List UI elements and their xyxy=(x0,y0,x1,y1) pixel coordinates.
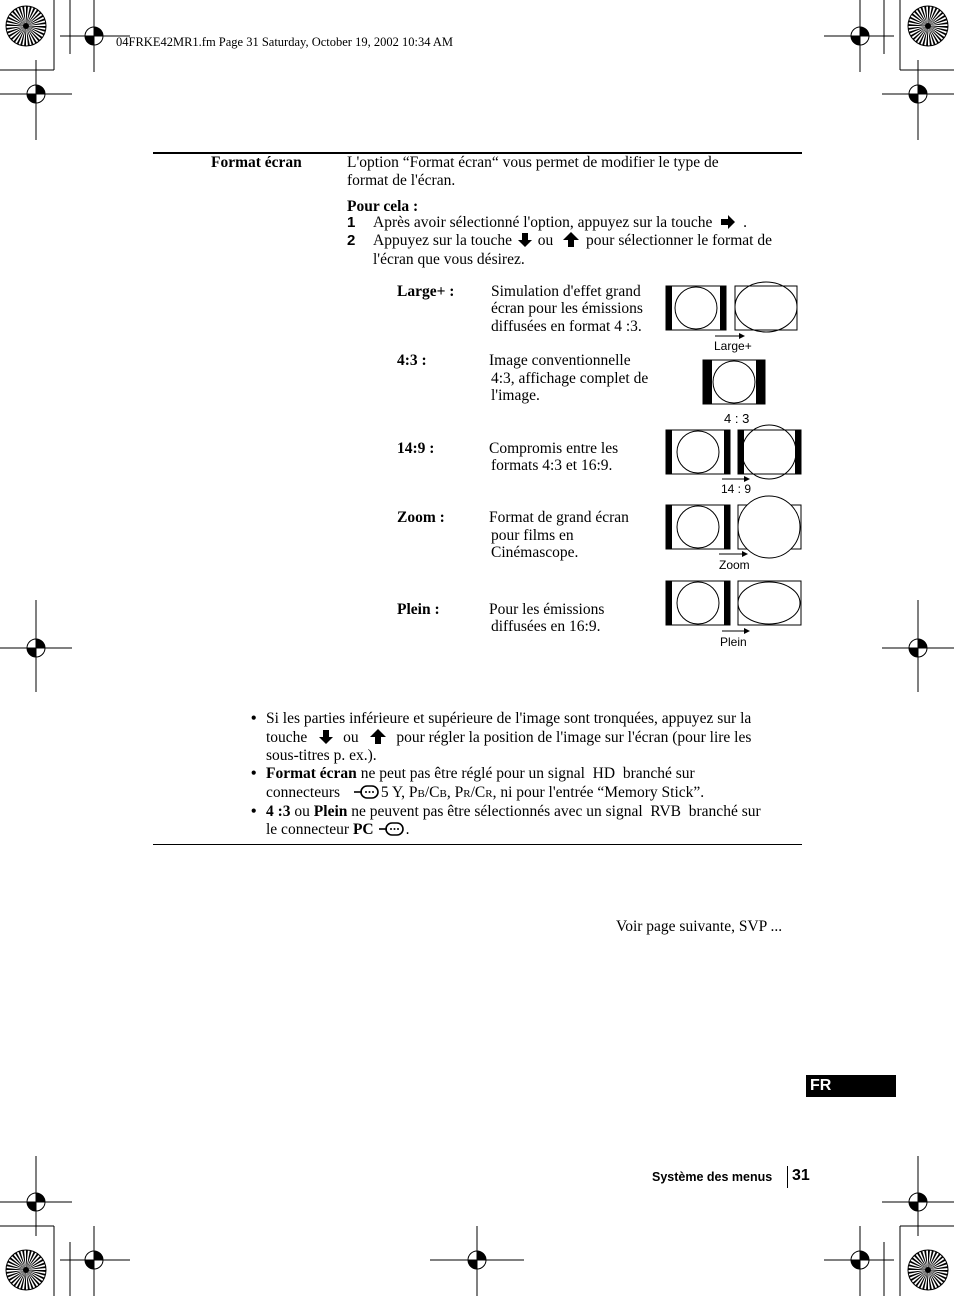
note2-sub: R xyxy=(485,788,493,800)
note1-line1: Si les parties inférieure et supérieure de l'image sont tronquées, appuyez sur la xyxy=(266,710,752,727)
starburst-target-icon xyxy=(4,1248,48,1292)
registration-mark-icon xyxy=(83,25,105,47)
step1-end: . xyxy=(743,214,748,231)
note3-bold-plein: Plein xyxy=(313,803,348,820)
format-label-zoom: Zoom : xyxy=(397,509,445,526)
av-connector-icon xyxy=(379,822,405,836)
format-desc-line: l'image. xyxy=(491,387,540,404)
note2-end: , ni pour l'entrée “Memory Stick”. xyxy=(492,784,705,801)
note2-sub: R xyxy=(463,788,471,800)
zoom-diagram xyxy=(665,493,805,561)
format-caption: 14 : 9 xyxy=(721,482,752,496)
note2-bold: Format écran xyxy=(266,765,357,782)
entry-term: Format écran xyxy=(211,154,302,171)
format-desc-line: diffusées en 16:9. xyxy=(491,618,601,635)
format-label-14-9: 14:9 : xyxy=(397,440,435,457)
note2-line2 xyxy=(266,784,704,803)
starburst-target-icon xyxy=(906,4,950,48)
format-desc-line: Pour les émissions xyxy=(489,601,605,618)
arrow-down-icon xyxy=(319,729,333,744)
format-desc-line: pour films en xyxy=(491,527,574,544)
entry-desc-line1: L'option “Format écran“ vous permet de modifier le type de xyxy=(347,154,719,171)
note2-rest: ne peut pas être réglé pour un signal HD branché sur xyxy=(356,765,695,782)
page-number: 31 xyxy=(792,1167,810,1184)
format-desc-line: Compromis entre les xyxy=(489,440,619,457)
format-caption: Plein xyxy=(720,635,747,649)
bottom-rule xyxy=(153,844,802,845)
arrow-down-icon xyxy=(518,232,532,247)
note3-connecteur: le connecteur xyxy=(266,821,353,838)
note1-line2 xyxy=(266,729,751,747)
note2-sep: /C xyxy=(470,784,486,801)
format-desc-line: 4:3, affichage complet de xyxy=(491,370,649,387)
arrow-right-icon xyxy=(720,215,736,229)
format-desc-line: diffusées en format 4 :3. xyxy=(491,318,642,335)
note3-bold-4-3: 4 :3 xyxy=(266,803,291,820)
format-desc-line: Simulation d'effet grand xyxy=(491,283,641,300)
arrow-up-icon xyxy=(563,232,579,247)
registration-mark-icon xyxy=(849,1249,871,1271)
step-number: 1 xyxy=(347,214,356,231)
format-label-plein: Plein : xyxy=(397,601,440,618)
format-label-4-3: 4:3 : xyxy=(397,352,427,369)
registration-mark-icon xyxy=(907,637,929,659)
registration-mark-icon xyxy=(849,25,871,47)
format-desc-line: Cinémascope. xyxy=(491,544,579,561)
bullet: • xyxy=(251,765,257,782)
note1-rest: pour régler la position de l'image sur l'écran (pour lire les xyxy=(396,729,752,746)
note2-line1 xyxy=(266,765,695,783)
section-name: Système des menus xyxy=(652,1170,773,1184)
format-caption: Large+ xyxy=(714,339,752,353)
note1-touche: touche xyxy=(266,729,308,746)
step2-part-a: Appuyez sur la touche xyxy=(373,232,513,249)
registration-mark-icon xyxy=(907,1191,929,1213)
note2-sep: /C xyxy=(424,784,440,801)
note2-sep: , P xyxy=(446,784,464,801)
step2-ou: ou xyxy=(537,232,554,249)
bullet: • xyxy=(251,803,257,820)
registration-mark-icon xyxy=(83,1249,105,1271)
note3-pc: PC xyxy=(352,821,374,838)
format-desc-line: écran pour les émissions xyxy=(491,300,643,317)
note2-y: 5 Y, P xyxy=(380,784,418,801)
starburst-target-icon xyxy=(4,4,48,48)
note2-connecteurs: connecteurs xyxy=(266,784,341,801)
arrow-up-icon xyxy=(370,729,386,744)
format-caption: Zoom xyxy=(719,558,750,572)
continue-note: Voir page suivante, SVP ... xyxy=(616,918,783,935)
note3-line2 xyxy=(266,821,409,839)
registration-mark-icon xyxy=(25,1191,47,1213)
plein-diagram xyxy=(665,578,805,640)
note2-sub: B xyxy=(417,788,425,800)
registration-mark-icon xyxy=(25,637,47,659)
step1-text xyxy=(373,214,747,232)
file-info-line: 04FRKE42MR1.fm Page 31 Saturday, October 19, 2002 10:34 AM xyxy=(116,35,454,49)
registration-mark-icon xyxy=(907,83,929,105)
step1-label: Après avoir sélectionné l'option, appuyez sur la touche xyxy=(373,214,713,231)
step-number: 2 xyxy=(347,232,356,249)
registration-mark-icon xyxy=(25,83,47,105)
note3-line1 xyxy=(266,803,761,821)
note1-line3: sous-titres p. ex.). xyxy=(266,747,377,764)
bullet: • xyxy=(251,710,257,727)
format-label-large-plus: Large+ : xyxy=(397,283,455,300)
note2-sub: B xyxy=(439,788,447,800)
format-desc-line: Format de grand écran xyxy=(489,509,629,526)
step2-part-b: pour sélectionner le format de xyxy=(586,232,772,249)
language-badge: FR xyxy=(806,1075,896,1097)
format-desc-line: formats 4:3 et 16:9. xyxy=(491,457,613,474)
registration-mark-icon xyxy=(466,1249,488,1271)
14-9-diagram xyxy=(665,424,805,486)
note3-ou: ou xyxy=(290,803,314,820)
starburst-target-icon xyxy=(906,1248,950,1292)
footer-divider xyxy=(787,1166,788,1188)
entry-desc-line2: format de l'écran. xyxy=(347,172,456,189)
note3-rest: ne peuvent pas être sélectionnés avec un signal RVB branché sur xyxy=(347,803,761,820)
4-3-diagram xyxy=(702,358,768,406)
step2-line2: l'écran que vous désirez. xyxy=(373,251,525,268)
format-caption: 4 : 3 xyxy=(724,411,750,426)
av-connector-icon xyxy=(354,785,380,799)
note3-end: . xyxy=(405,821,410,838)
step2-text xyxy=(373,232,772,250)
note1-ou: ou xyxy=(343,729,359,746)
format-desc-line: Image conventionnelle xyxy=(489,352,631,369)
howto-label: Pour cela : xyxy=(347,198,419,215)
